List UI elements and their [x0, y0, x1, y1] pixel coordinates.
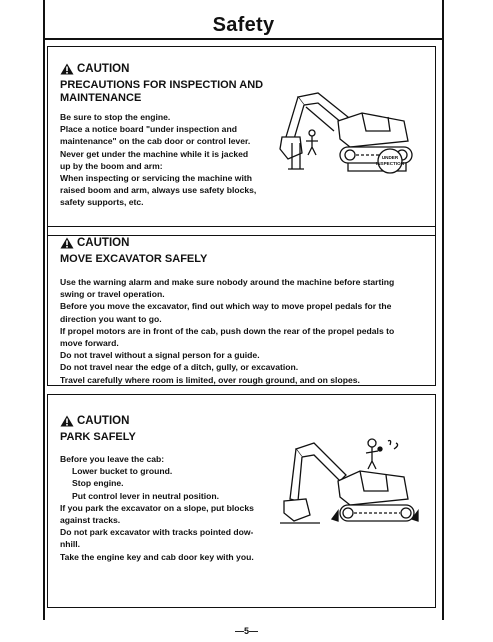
caution-text: CAUTION — [77, 237, 130, 249]
heading-line-1: PARK SAFELY — [60, 431, 136, 443]
body-line: Before you move the excavator, find out which way to move propel pedals for the — [60, 301, 392, 312]
caution-text: CAUTION — [77, 415, 130, 427]
body-line: Never get under the machine while it is jacked — [60, 148, 249, 159]
body-line: up by the boom and arm: — [60, 160, 163, 171]
body-line: safety supports, etc. — [60, 197, 144, 208]
body-line: maintenance" on the cab door or control lever. — [60, 136, 251, 147]
body-line: Place a notice board "under inspection and — [60, 124, 237, 135]
section-body — [60, 276, 394, 386]
parked-excavator-illustration — [280, 435, 425, 545]
caution-box-inspection — [47, 46, 436, 236]
body-line: move forward. — [60, 338, 119, 349]
page-title: Safety — [212, 14, 275, 36]
caution-label — [60, 237, 129, 249]
caution-text: CAUTION — [77, 63, 130, 75]
body-line: Do not travel near the edge of a ditch, gully, or excavation. — [60, 362, 299, 373]
body-line: Stop engine. — [72, 478, 124, 489]
warning-triangle-icon — [60, 415, 74, 427]
sign-text-1: UNDER — [381, 155, 399, 160]
sign-text-2: INSPECTION — [375, 161, 405, 166]
body-line: nhill. — [60, 539, 81, 550]
heading-line — [60, 79, 310, 92]
body-line: Be sure to stop the engine. — [60, 112, 171, 122]
body-line: swing or travel operation. — [60, 289, 165, 300]
caution-label — [60, 63, 129, 75]
section-body — [60, 453, 254, 563]
warning-triangle-icon — [60, 63, 74, 75]
body-line: Put control lever in neutral position. — [72, 490, 220, 501]
body-line: Do not travel without a signal person for a guide. — [60, 350, 260, 361]
excavator-illustration — [278, 87, 428, 192]
body-line: direction you want to go. — [60, 313, 162, 324]
heading-line-1: PRECAUTIONS FOR INSPECTION AND — [60, 79, 264, 91]
body-line: When inspecting or servicing the machine with — [60, 173, 252, 184]
body-line: raised boom and arm, always use safety blocks, — [60, 185, 257, 196]
section-heading — [60, 253, 207, 266]
body-line: Use the warning alarm and make sure nobody around the machine before starting — [60, 277, 395, 287]
title-rule — [43, 38, 444, 40]
caution-box-park — [47, 394, 436, 608]
section-heading — [60, 79, 310, 105]
body-line: Travel carefully where room is limited, over rough ground, and on slopes. — [60, 374, 360, 385]
heading-line-1: MOVE EXCAVATOR SAFELY — [60, 253, 208, 265]
page-number: —5— — [234, 626, 258, 636]
body-line: Take the engine key and cab door key with you. — [60, 551, 254, 562]
section-heading — [60, 431, 136, 444]
caution-label — [60, 415, 129, 427]
warning-triangle-icon — [60, 237, 74, 249]
caution-box-move — [47, 226, 436, 386]
body-line: Do not park excavator with tracks pointed dow- — [60, 527, 254, 538]
body-line: If propel motors are in front of the cab, push down the rear of the propel pedals to — [60, 325, 395, 336]
section-body — [60, 111, 256, 209]
body-line: against tracks. — [60, 515, 121, 526]
body-line: If you park the excavator on a slope, put blocks — [60, 502, 254, 513]
body-line: Lower bucket to ground. — [72, 466, 173, 477]
heading-line-2: MAINTENANCE — [60, 92, 142, 104]
body-line: Before you leave the cab: — [60, 454, 165, 464]
